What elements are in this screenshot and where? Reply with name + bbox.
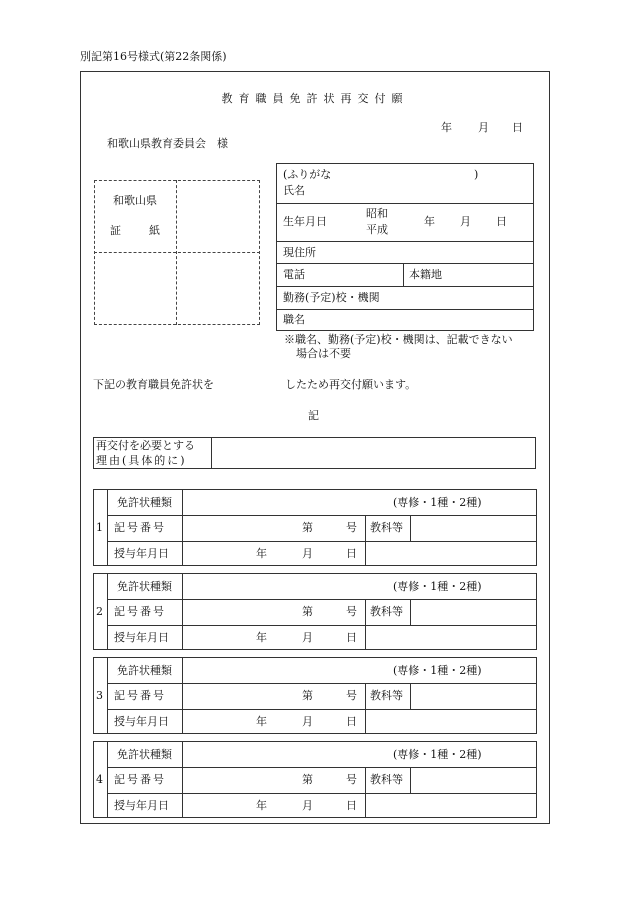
applicant-row-line: [276, 263, 534, 264]
date-year: 年: [441, 121, 452, 134]
license-no-divider: [107, 573, 108, 650]
license-no-divider: [107, 741, 108, 818]
license-row-line: [107, 709, 537, 710]
form-code: 別記第16号様式(第22条関係): [80, 50, 227, 63]
license-dai: 第: [302, 773, 313, 786]
license-label-divider: [182, 573, 183, 650]
license-subject-divider: [365, 767, 366, 818]
license-subject-value-divider: [410, 767, 411, 793]
license-date-day: 日: [346, 799, 357, 812]
domicile-label: 本籍地: [409, 268, 442, 281]
license-label-divider: [182, 657, 183, 734]
license-subject-label: 教科等: [370, 521, 403, 534]
position-label: 職名: [283, 313, 305, 326]
birth-label: 生年月日: [283, 215, 327, 228]
license-label-divider: [182, 741, 183, 818]
applicant-col-line: [403, 263, 404, 286]
license-subject-label: 教科等: [370, 689, 403, 702]
workplace-label: 勤務(予定)校・機関: [283, 291, 380, 304]
applicant-row-line: [276, 203, 534, 204]
era-showa: 昭和: [366, 207, 388, 220]
license-subject-label: 教科等: [370, 773, 403, 786]
request-left: 下記の教育職員免許状を: [93, 378, 214, 391]
license-date-day: 日: [346, 547, 357, 560]
license-number-label: 記号番号: [114, 605, 166, 618]
request-right: したため再交付願います。: [285, 378, 417, 391]
license-label-divider: [182, 489, 183, 566]
note-line-2: 場合は不要: [296, 347, 351, 360]
license-date-day: 日: [346, 715, 357, 728]
license-subject-divider: [365, 683, 366, 734]
name-label: 氏名: [283, 184, 305, 197]
license-subject-divider: [365, 515, 366, 566]
license-subject-value-divider: [410, 599, 411, 625]
license-row-line: [107, 793, 537, 794]
ki-label: 記: [308, 409, 319, 422]
license-date-year: 年: [256, 547, 267, 560]
reason-line-2: 理由(具体的に): [96, 454, 187, 467]
license-dai: 第: [302, 689, 313, 702]
license-no: 3: [96, 689, 103, 702]
license-row-line: [107, 683, 537, 684]
license-no: 1: [96, 521, 103, 534]
license-no-divider: [107, 657, 108, 734]
applicant-row-line: [276, 309, 534, 310]
license-date-month: 月: [302, 547, 313, 560]
license-date-year: 年: [256, 799, 267, 812]
address-label: 現住所: [283, 246, 316, 259]
license-type-options: (専修・1種・2種): [393, 748, 482, 761]
license-date-month: 月: [302, 631, 313, 644]
license-row-line: [107, 599, 537, 600]
license-number-label: 記号番号: [114, 689, 166, 702]
license-row-line: [107, 515, 537, 516]
note-line-1: ※職名、勤務(予定)校・機関は、記載できない: [284, 333, 513, 346]
applicant-row-line: [276, 286, 534, 287]
license-date-month: 月: [302, 715, 313, 728]
phone-label: 電話: [283, 268, 305, 281]
license-number-label: 記号番号: [114, 773, 166, 786]
license-date-year: 年: [256, 631, 267, 644]
addressee: 和歌山県教育委員会 様: [107, 137, 228, 150]
license-dai: 第: [302, 521, 313, 534]
form-title: 教育職員免許状再交付願: [221, 92, 409, 105]
stamp-divider-h: [94, 252, 260, 253]
license-type-options: (専修・1種・2種): [393, 496, 482, 509]
date-day: 日: [512, 121, 523, 134]
license-type-label: 免許状種類: [117, 496, 172, 509]
stamp-label-1: 証: [110, 224, 121, 237]
license-date-month: 月: [302, 799, 313, 812]
license-date-label: 授与年月日: [114, 715, 169, 728]
license-date-year: 年: [256, 715, 267, 728]
furigana-label: (ふりがな: [283, 168, 332, 181]
reason-line-1: 再交付を必要とする: [96, 439, 195, 452]
license-date-label: 授与年月日: [114, 547, 169, 560]
license-type-options: (専修・1種・2種): [393, 664, 482, 677]
license-subject-divider: [365, 599, 366, 650]
furigana-close: ): [474, 168, 479, 181]
license-row-line: [107, 767, 537, 768]
license-row-line: [107, 625, 537, 626]
license-date-label: 授与年月日: [114, 799, 169, 812]
license-dai: 第: [302, 605, 313, 618]
birth-day: 日: [496, 215, 507, 228]
stamp-prefecture: 和歌山県: [113, 194, 157, 207]
license-type-label: 免許状種類: [117, 664, 172, 677]
license-subject-label: 教科等: [370, 605, 403, 618]
reason-divider: [211, 437, 212, 469]
license-go: 号: [346, 689, 357, 702]
license-go: 号: [346, 521, 357, 534]
date-month: 月: [478, 121, 489, 134]
license-date-label: 授与年月日: [114, 631, 169, 644]
license-go: 号: [346, 605, 357, 618]
birth-month: 月: [460, 215, 471, 228]
license-type-label: 免許状種類: [117, 580, 172, 593]
license-no-divider: [107, 489, 108, 566]
license-type-options: (専修・1種・2種): [393, 580, 482, 593]
license-type-label: 免許状種類: [117, 748, 172, 761]
license-go: 号: [346, 773, 357, 786]
stamp-label-2: 紙: [149, 224, 160, 237]
era-heisei: 平成: [366, 223, 388, 236]
license-no: 4: [96, 773, 103, 786]
license-date-day: 日: [346, 631, 357, 644]
license-number-label: 記号番号: [114, 521, 166, 534]
license-no: 2: [96, 605, 103, 618]
license-subject-value-divider: [410, 683, 411, 709]
license-row-line: [107, 541, 537, 542]
birth-year: 年: [424, 215, 435, 228]
license-subject-value-divider: [410, 515, 411, 541]
applicant-row-line: [276, 241, 534, 242]
